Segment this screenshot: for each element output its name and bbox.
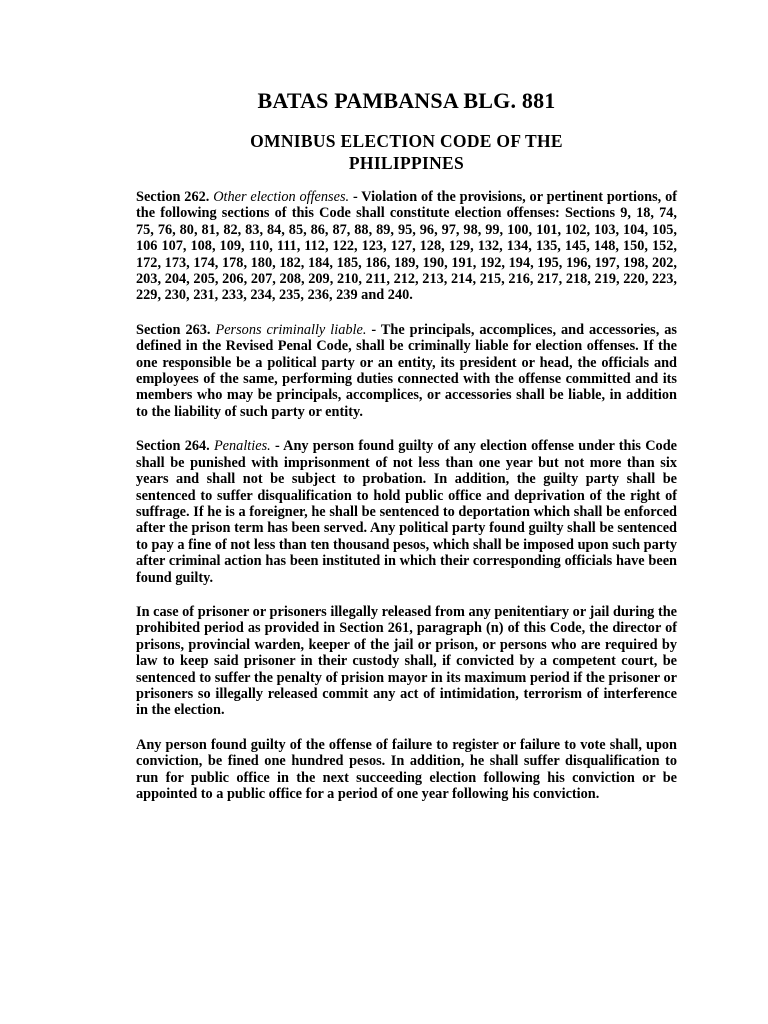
document-title: BATAS PAMBANSA BLG. 881 xyxy=(257,88,556,113)
section-263 xyxy=(136,322,677,420)
document-page xyxy=(136,88,677,802)
section-264-subhead: Penalties. xyxy=(213,438,271,455)
section-262 xyxy=(136,189,677,304)
section-262-body: - Violation of the provisions, or pertinent portions, of the following sections of this Code shall constitute election offenses: Sections 9, 18, 74, 75, 76, 80, 81, 82, 83, 84, 85, 86, 87, 88, 89, 95, 96, 97, 98, 99, 100, 101, 102, 103, 104, 105, 106 107, 108, 109, 110, 111, 112, 122, 123, 127, 128, 129, 132, 134, 135, 145, 148, 150, 152, 172, 173, 174, 178, 180, 182, 184, 185, 186, 189, 190, 191, 192, 194, 195, 196, 197, 198, 202, 203, 204, 205, 206, 207, 208, 209, 210, 211, 212, 213, 214, 215, 216, 217, 218, 219, 220, 223, 229, 230, 231, 233, 234, 235, 236, 239 and 240. xyxy=(136,189,678,304)
section-263-heading: Section 263. xyxy=(136,321,211,338)
section-262-subhead: Other election offenses. xyxy=(213,189,350,205)
section-263-body: - The principals, accomplices, and accessories, as defined in the Revised Penal Code, shall be criminally liable for election offenses. If the one responsible be a political party or an entity, its president or head, the officials and employees of the same, performing duties connected with the offense committed and its members who may be principals, accomplices, or accessories shall be liable, in addition to the liability of such party or entity. xyxy=(136,321,677,420)
section-264 xyxy=(136,438,677,586)
subtitle-line-2: PHILIPPINES xyxy=(348,153,465,173)
document-subtitle xyxy=(136,130,677,174)
paragraph-prisoner-release: In case of prisoner or prisoners illegally released from any penitentiary or jail during the prohibited period as provided in Section 261, paragraph (n) of this Code, the director of prisons, provincial warden, keeper of the jail or prison, or persons who are required by law to keep said prisoner in their custody shall, if convicted by a competent court, be sentenced to suffer the penalty of prision mayor in its maximum period if the prisoner or prisoners so illegally released commit any act of intimidation, terrorism of interference in the election. xyxy=(136,603,677,719)
section-262-heading: Section 262. xyxy=(136,189,210,205)
subtitle-line-1: OMNIBUS ELECTION CODE OF THE xyxy=(250,131,563,151)
section-263-subhead: Persons criminally liable. xyxy=(215,321,367,338)
paragraph-failure-to-register: Any person found guilty of the offense of failure to register or failure to vote shall, upon conviction, be fined one hundred pesos. In addition, he shall suffer disqualification to run for public office in the next succeeding election following his conviction or be appointed to a public office for a period of one year following his conviction. xyxy=(136,736,677,802)
section-264-body: - Any person found guilty of any election offense under this Code shall be punished with imprisonment of not less than one year but not more than six years and shall not be subject to probation. In addition, the guilty party shall be sentenced to suffer disqualification to hold public office and deprivation of the right of suffrage. If he is a foreigner, he shall be sentenced to deportation which shall be enforced after the prison term has been served. Any political party found guilty shall be sentenced to pay a fine of not less than ten thousand pesos, which shall be imposed upon such party after criminal action has been instituted in which their corresponding officials have been found guilty. xyxy=(136,438,677,586)
section-264-heading: Section 264. xyxy=(136,438,210,455)
